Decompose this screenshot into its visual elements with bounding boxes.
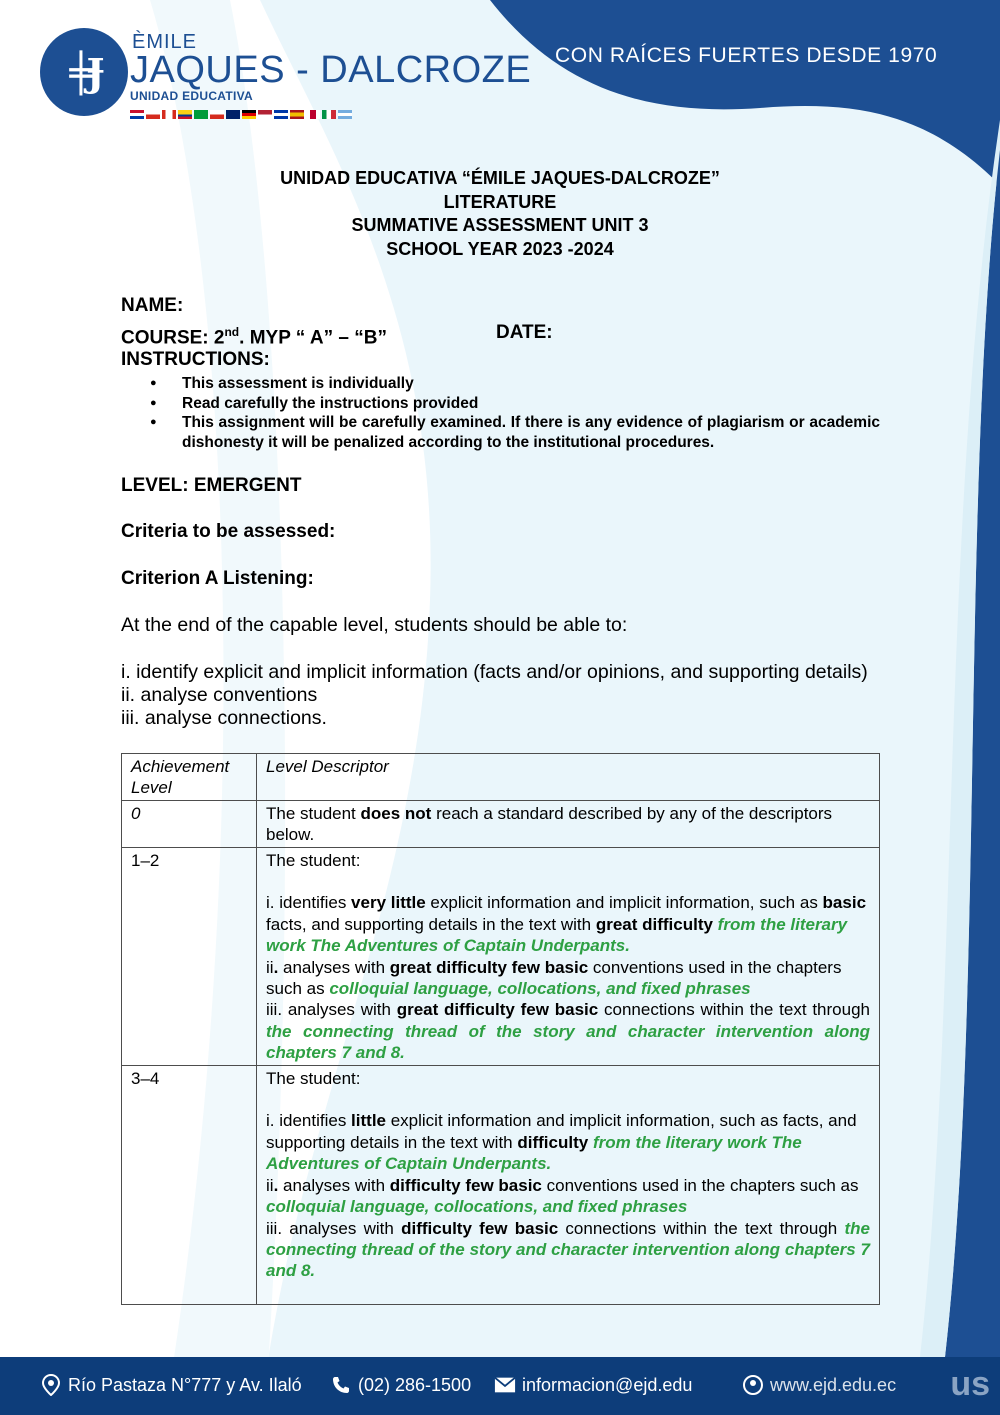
instructions-list	[150, 374, 880, 452]
flag-icon	[338, 110, 352, 119]
objective-item: ii. analyse conventions	[121, 684, 318, 706]
descriptor-intro: The student:	[266, 1068, 361, 1088]
logo-unit: UNIDAD EDUCATIVA	[130, 89, 254, 103]
web-icon	[742, 1374, 764, 1396]
objectives-intro: At the end of the capable level, students should be able to:	[121, 614, 628, 636]
col-header-level-descriptor: Level Descriptor	[257, 754, 880, 801]
table-row	[122, 1065, 880, 1304]
table-header-row	[122, 754, 880, 801]
criteria-heading: Criteria to be assessed:	[121, 521, 336, 542]
level-cell: 0	[122, 800, 257, 847]
flag-icon	[146, 110, 160, 119]
name-label: NAME:	[121, 295, 184, 316]
student-fields	[121, 292, 881, 373]
descriptor-item-i: i. identifies little explicit information and implicit information, such as facts, and supporting details in the text with difficulty from the literary work The Adventures of Captain Underpants.	[266, 1111, 857, 1174]
school-logo-wordmark	[130, 32, 531, 104]
footer-bar	[0, 1357, 1000, 1415]
instruction-item: ● This assessment is individually	[150, 374, 880, 394]
objective-item: i. identify explicit and implicit information (facts and/or opinions, and supporting details)	[121, 661, 868, 683]
flag-icon	[242, 110, 256, 119]
course-field	[121, 319, 881, 349]
website-text[interactable]: www.ejd.edu.ec	[770, 1374, 897, 1395]
objective-item: iii. analyse connections.	[121, 707, 327, 729]
logo-emile: ÈMILE	[132, 31, 198, 53]
criterion-heading: Criterion A Listening:	[121, 568, 314, 589]
level-cell: 3–4	[122, 1065, 257, 1304]
descriptor-bold: does not	[360, 803, 432, 823]
flag-icon	[178, 110, 192, 119]
descriptor-cell	[257, 847, 880, 1065]
flag-icon	[322, 110, 336, 119]
footer-address	[40, 1374, 302, 1396]
title-assessment: SUMMATIVE ASSESSMENT UNIT 3	[351, 215, 649, 235]
flag-icon	[194, 110, 208, 119]
logo-name: JAQUES - DALCROZE	[130, 49, 532, 91]
school-logo-emblem	[40, 28, 128, 116]
flag-icon	[258, 110, 272, 119]
level-heading: LEVEL: EMERGENT	[121, 475, 302, 496]
instructions-heading: INSTRUCTIONS:	[121, 349, 270, 370]
descriptor-item-i: i. identifies very little explicit information and implicit information, such as basic facts, and supporting details in the text with great difficulty from the literary work The Adventures of Captain Underpants.	[266, 893, 867, 956]
descriptor-item-ii: ii. analyses with great difficulty few basic conventions used in the chapters such as colloquial language, collocations, and fixed phrases	[266, 957, 842, 999]
flags-strip	[130, 110, 352, 119]
instruction-item: ● Read carefully the instructions provided	[150, 394, 880, 414]
name-field	[121, 292, 881, 319]
descriptor-text: reach a standard described by any of the descriptors below.	[266, 803, 833, 845]
flag-icon	[290, 110, 304, 119]
table-row	[122, 800, 880, 847]
objectives-list	[121, 661, 891, 730]
footer-phone	[330, 1374, 471, 1396]
logo-monogram-icon: ╪Ɉ	[69, 49, 99, 95]
flag-icon	[130, 110, 144, 119]
phone-icon	[330, 1374, 352, 1396]
table-row	[122, 847, 880, 1065]
footer-email	[494, 1374, 692, 1396]
descriptor-text: The student	[266, 803, 361, 823]
col-header-achievement-level: Achievement Level	[122, 754, 257, 801]
descriptor-item-iii: iii. analyses with difficulty few basic connections within the text through the connecting thread of the story and character intervention along chapters 7 and 8.	[266, 1218, 870, 1281]
level-cell: 1–2	[122, 847, 257, 1065]
descriptor-cell	[257, 1065, 880, 1304]
descriptor-item-iii: iii. analyses with great difficulty few basic connections within the text through the connecting thread of the story and character intervention along chapters 7 and 8.	[266, 1000, 870, 1063]
title-school: UNIDAD EDUCATIVA “ÉMILE JAQUES-DALCROZE”	[280, 168, 720, 188]
email-text[interactable]: informacion@ejd.edu	[522, 1374, 693, 1395]
watermark: us	[950, 1365, 990, 1403]
flag-icon	[210, 110, 224, 119]
descriptor-cell	[257, 800, 880, 847]
date-label: DATE:	[496, 322, 553, 343]
phone-text[interactable]: (02) 286-1500	[358, 1374, 472, 1395]
mail-icon	[494, 1374, 516, 1396]
document-title	[150, 167, 850, 261]
slogan: CON RAÍCES FUERTES DESDE 1970	[555, 44, 938, 67]
rubric-table	[121, 753, 880, 1305]
title-school-year: SCHOOL YEAR 2023 -2024	[386, 238, 614, 259]
address-text: Río Pastaza N°777 y Av. Ilaló	[68, 1374, 302, 1395]
flag-icon	[162, 110, 176, 119]
flag-icon	[306, 110, 320, 119]
title-subject: LITERATURE	[443, 191, 557, 212]
footer-website	[742, 1374, 896, 1396]
flag-icon	[274, 110, 288, 119]
descriptor-intro: The student:	[266, 850, 361, 870]
course-label: COURSE: 2	[121, 327, 225, 349]
location-pin-icon	[40, 1374, 62, 1396]
course-ordinal: nd	[224, 325, 240, 339]
flag-icon	[226, 110, 240, 119]
instruction-item: ● This assignment will be carefully examined. If there is any evidence of plagiarism or academic dishonesty it will be penalized according to the institutional procedures.	[150, 413, 880, 452]
course-value: . MYP “ A” – “B”	[239, 327, 387, 349]
descriptor-item-ii: ii. analyses with difficulty few basic conventions used in the chapters such as colloquial language, collocations, and fixed phrases	[266, 1175, 859, 1217]
